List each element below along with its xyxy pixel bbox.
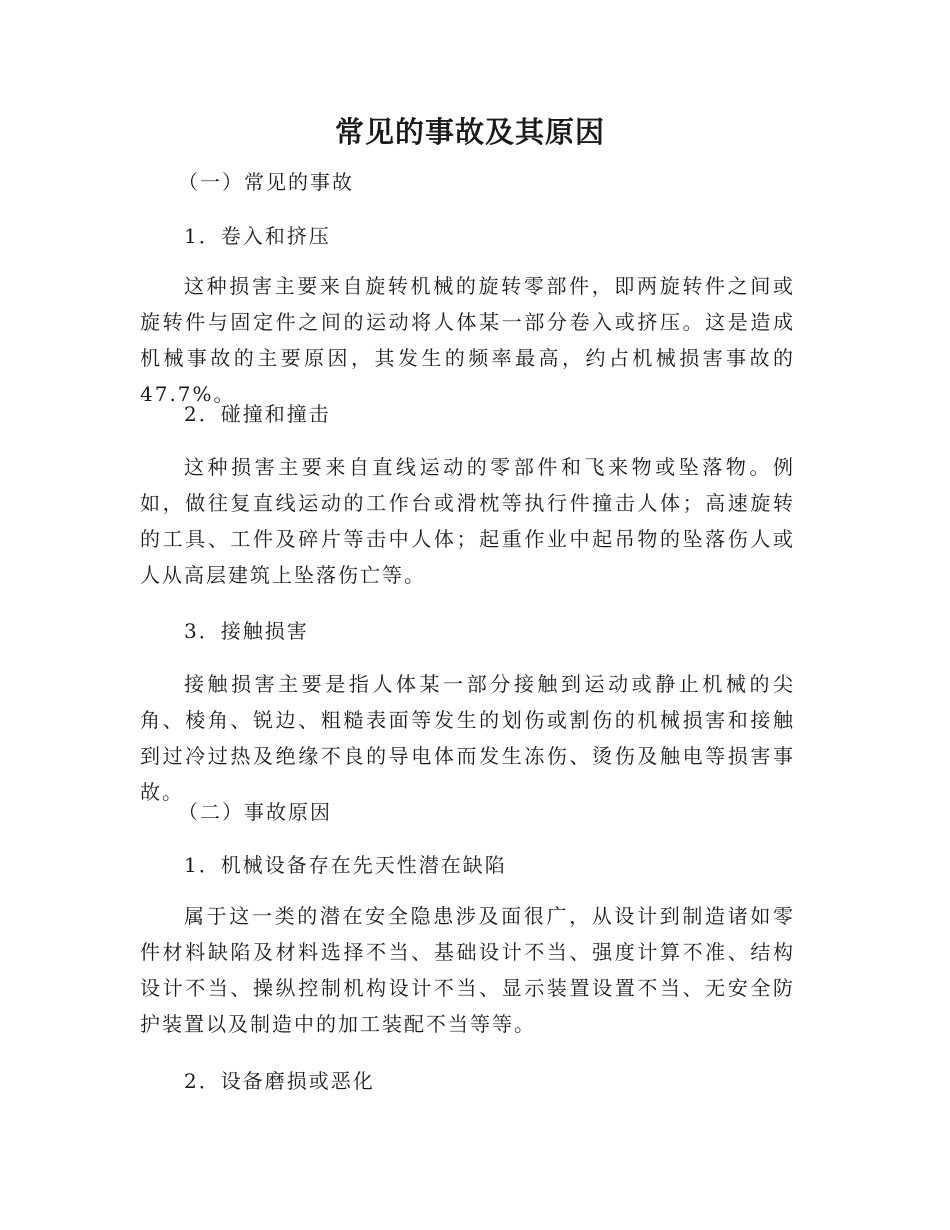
item-paragraph-collision: 这种损害主要来自直线运动的零部件和飞来物或坠落物。例如，做往复直线运动的工作台或滑枕等执行件撞击人体；高速旋转的工具、工件及碎片等击中人体；起重作业中起吊物的坠落伤人或人从高层建筑上坠落伤亡等。 — [140, 455, 795, 587]
item-heading-contact-injury: 3．接触损害 — [184, 619, 309, 643]
item-heading-collision: 2．碰撞和撞击 — [184, 402, 331, 426]
cause-paragraph-inherent-defects: 属于这一类的潜在安全隐患涉及面很广，从设计到制造诸如零件材料缺陷及材料选择不当、基础设计不当、强度计算不准、结构设计不当、操纵控制机构设计不当、显示装置设置不当、无安全防护装置以及制造中的加工装配不当等等。 — [140, 904, 795, 1036]
page-title: 常见的事故及其原因 — [334, 115, 605, 149]
cause-heading-wear-deterioration: 2．设备磨损或恶化 — [184, 1069, 375, 1093]
section-heading-common-accidents: （一）常见的事故 — [178, 170, 354, 194]
item-paragraph-contact-injury: 接触损害主要是指人体某一部分接触到运动或静止机械的尖角、棱角、锐边、粗糙表面等发生的划伤或割伤的机械损害和接触到过冷过热及绝缘不良的导电体而发生冻伤、烫伤及触电等损害事故。 — [140, 672, 795, 804]
cause-heading-inherent-defects: 1．机械设备存在先天性潜在缺陷 — [184, 853, 507, 877]
item-heading-entanglement: 1．卷入和挤压 — [184, 224, 331, 248]
section-heading-accident-causes: （二）事故原因 — [178, 800, 332, 824]
item-paragraph-entanglement: 这种损害主要来自旋转机械的旋转零部件，即两旋转件之间或旋转件与固定件之间的运动将人体某一部分卷入或挤压。这是造成机械事故的主要原因，其发生的频率最高，约占机械损害事故的47.7%。 — [140, 274, 795, 406]
